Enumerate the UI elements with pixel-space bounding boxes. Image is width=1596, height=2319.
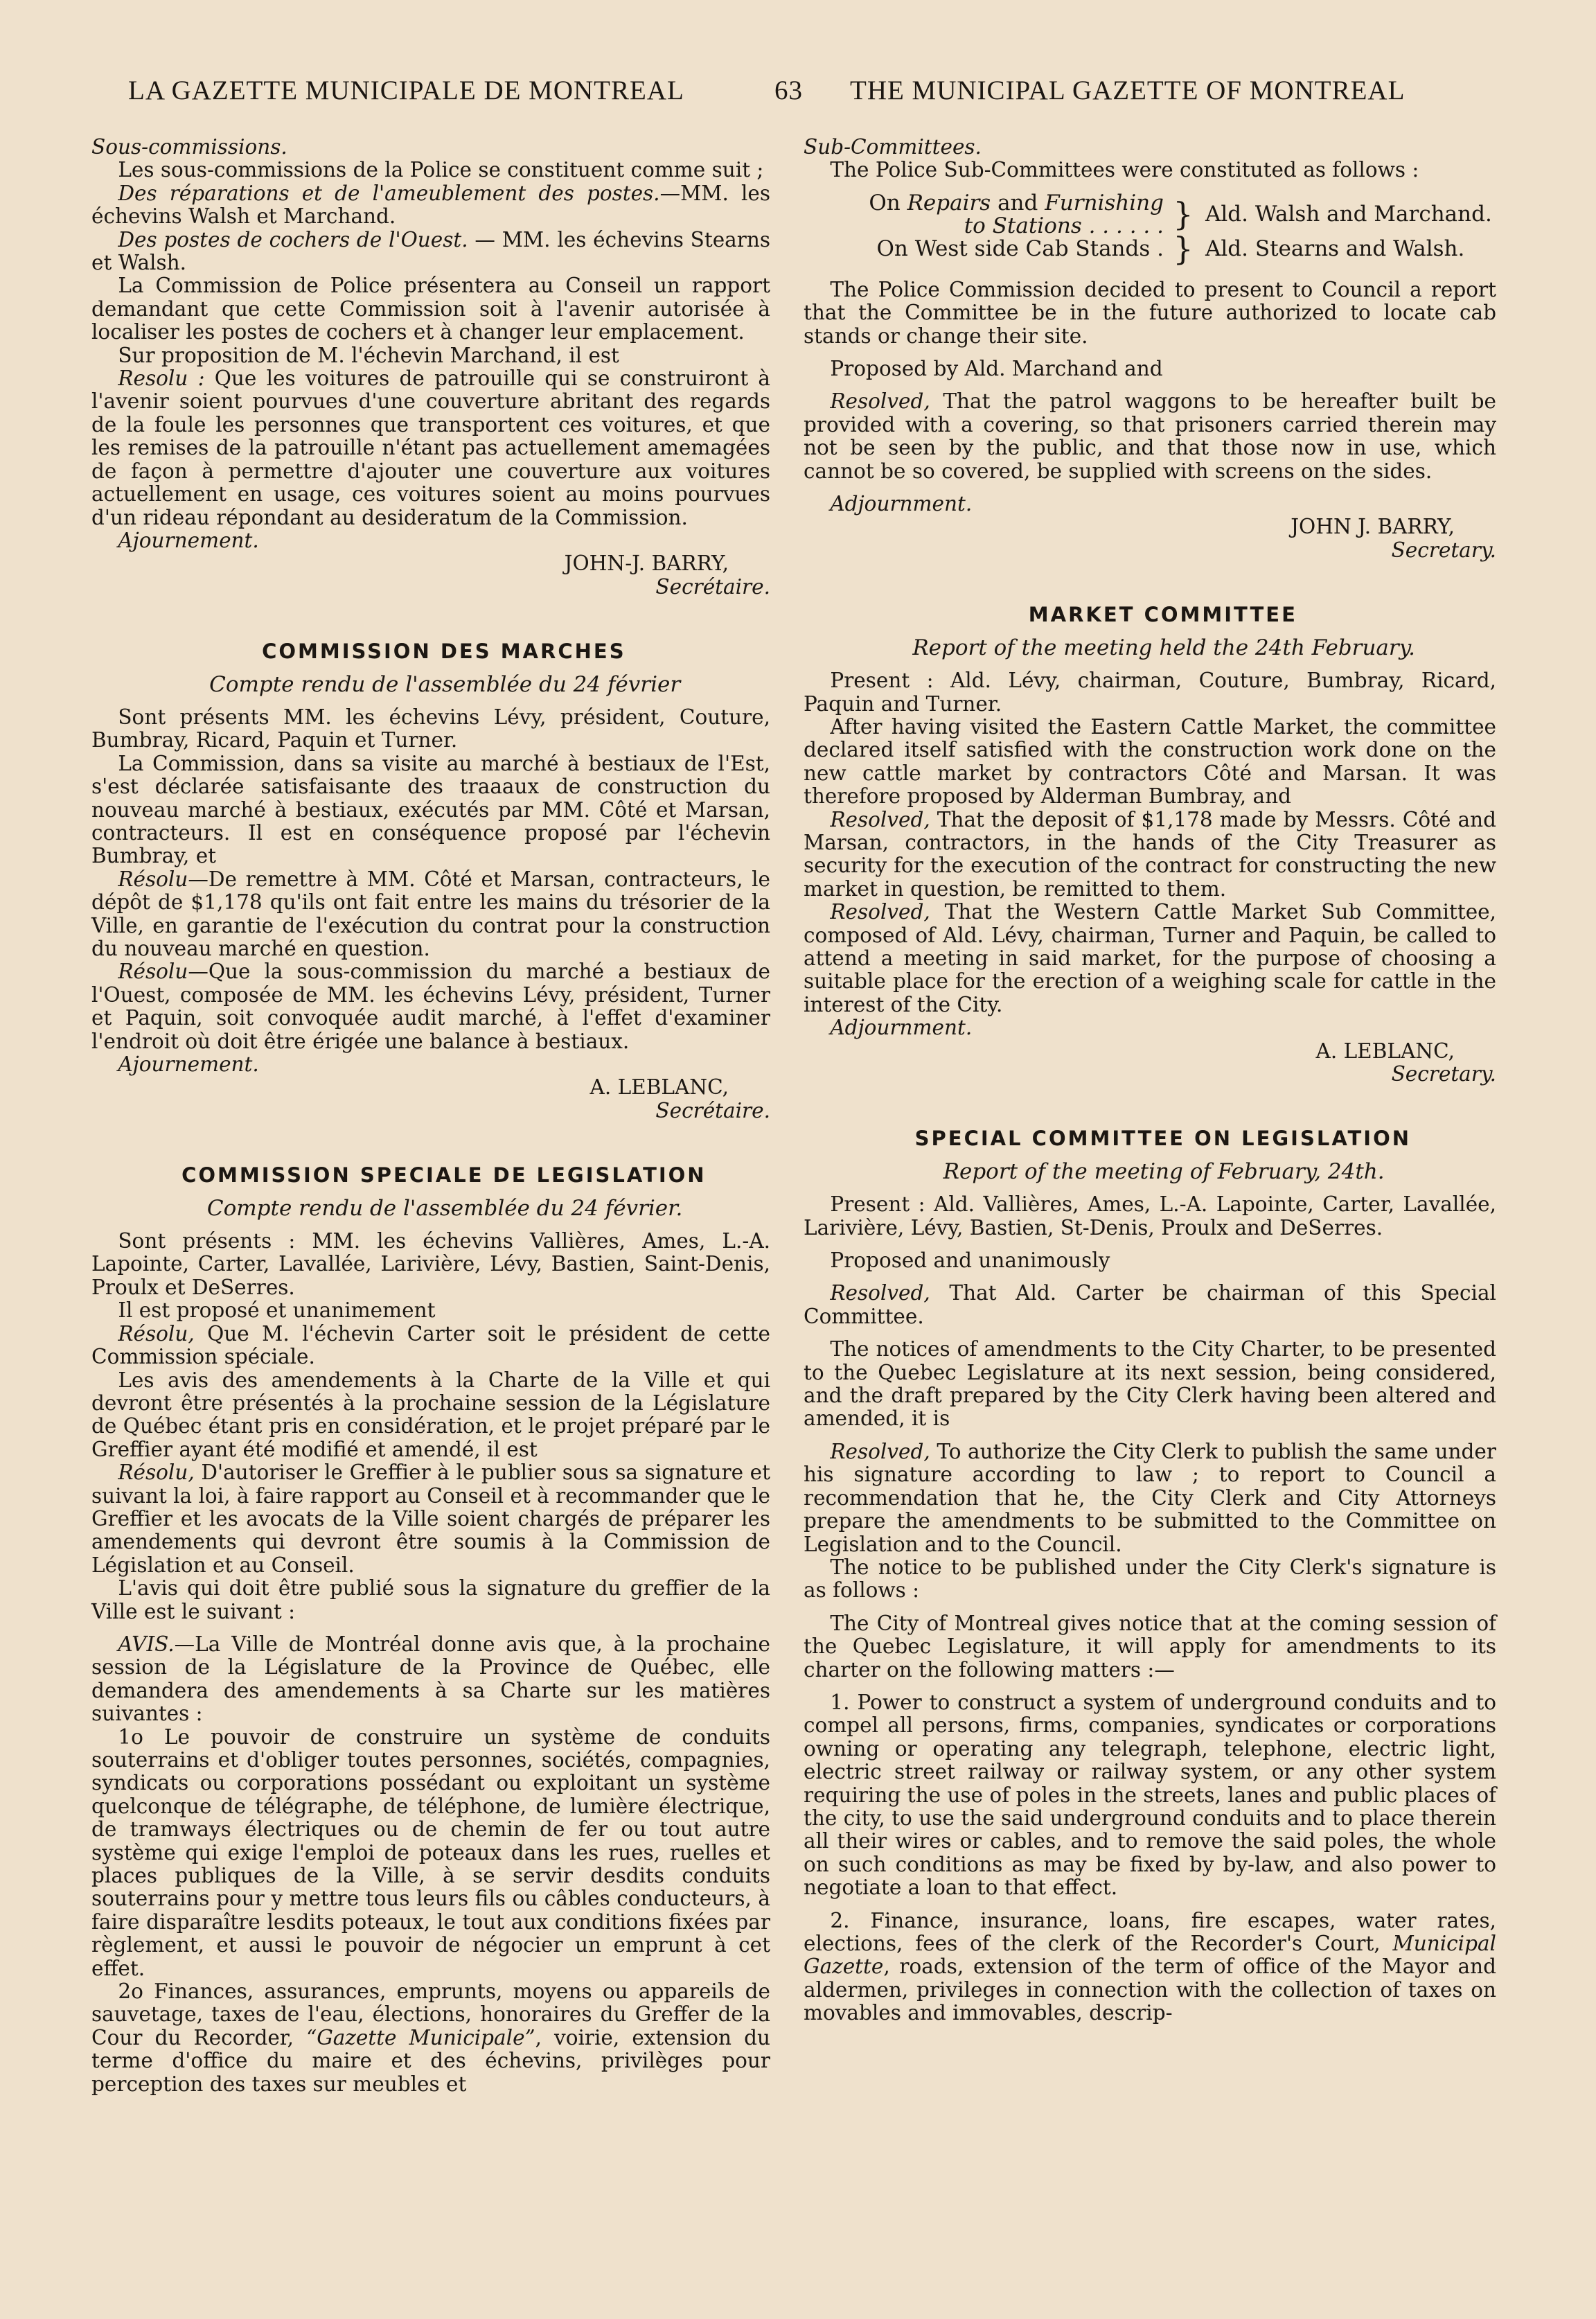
- police-report-paragraph: La Commission de Police présentera au Conseil un rapport demandant que cette Commission soit à l'avenir autorisée à localiser les postes de cochers et à changer leur emplacement.: [91, 274, 770, 344]
- page-number: 63: [774, 76, 803, 105]
- legislation-resolution-1: Résolu, Que M. l'échevin Carter soit le président de cette Commission spéciale.: [91, 1321, 770, 1369]
- legislation-proposed: Proposed and unanimously: [830, 1249, 1110, 1273]
- subcommittees-intro: The Police Sub-Committees were constituted as follows :: [830, 158, 1419, 182]
- signature-name: A. LEBLANC,: [589, 1075, 729, 1100]
- running-header: [0, 75, 1596, 116]
- market-visit: After having visited the Eastern Cattle Market, the committee declared itself satisfied with the construction work done on the new cattle market by contractors Côté and Marsan. It was therefore proposed by Alderman Bumbray, and: [804, 714, 1496, 809]
- legislation-resolution-2: Résolu, D'autoriser le Greffier à le publier sous sa signature et suivant la loi, à faire rapport au Conseil et à recommander que le Greffier et les avocats de la Ville soient chargés de préparer les amendements qui devront être soumis à la Commission de Législation et au Conseil.: [91, 1461, 770, 1577]
- section-subheading-marches: Compte rendu de l'assemblée du 24 février: [209, 671, 681, 697]
- market-present: Present : Ald. Lévy, chairman, Couture, Bumbray, Ricard, Paquin and Turner.: [804, 669, 1496, 716]
- subcommittee-label: On West side Cab Stands .: [876, 236, 1164, 261]
- section-heading-legislation-en: SPECIAL COMMITTEE ON LEGISLATION: [914, 1127, 1412, 1151]
- section-heading-marches: COMMISSION DES MARCHES: [262, 640, 626, 664]
- legislation-present: Sont présents : MM. les échevins Vallières, Ames, L.-A. Lapointe, Carter, Lavallée, Larivière, Lévy, Bastien, Saint-Denis, Proulx et DeSerres.: [91, 1229, 770, 1299]
- signature-title: Secretary.: [1391, 1062, 1496, 1086]
- subcommittee-members: Ald. Stearns and Walsh.: [1205, 236, 1465, 261]
- legislation-item-2: 2. Finance, insurance, loans, fire escapes, water rates, elections, fees of the clerk of the Recorder's Court, Municipal Gazette, roads, extension of the term of office of the Mayor and aldermen, privileges in connection with the collection of taxes on movables and immovables, descrip-: [804, 1908, 1496, 2025]
- marches-resolution-1: Résolu—De remettre à MM. Côté et Marsan, contracteurs, le dépôt de $1,178 qu'ils ont fait entre les mains du trésorier de la Ville, en garantie de l'exécution du contrat pour la construction du nouveau marché en question.: [91, 867, 770, 960]
- proposal-line: Proposed by Ald. Marchand and: [830, 357, 1163, 381]
- legislation-notice-intro: L'avis qui doit être publié sous la signature du greffier de la Ville est le suivant :: [91, 1576, 770, 1623]
- legislation-resolution-1: Resolved, That Ald. Carter be chairman of this Special Committee.: [804, 1281, 1496, 1328]
- police-report-paragraph: The Police Commission decided to present to Council a report that the Committee be in the future authorized to locate cab stands or change their site.: [804, 277, 1496, 348]
- brace-glyph: }: [1173, 229, 1194, 267]
- signature-title: Secrétaire.: [655, 574, 770, 599]
- section-subheading-legislation-en: Report of the meeting of February, 24th.: [943, 1158, 1385, 1184]
- signature-title: Secrétaire.: [655, 1098, 770, 1122]
- resolution-patrol: Resolved, That the patrol waggons to be hereafter built be provided with a covering, so that prisoners carried therein may not be seen by the public, and that those now in use, which cannot be so covered, be supplied with screens on the sides.: [804, 389, 1496, 483]
- brace-glyph: }: [1173, 195, 1194, 233]
- header-english-title: THE MUNICIPAL GAZETTE OF MONTREAL: [850, 76, 1406, 105]
- legislation-avis: AVIS.—La Ville de Montréal donne avis que, à la prochaine session de la Législature de la Province de Québec, elle demandera des amendements à sa Charte sur les matières suivantes :: [91, 1632, 770, 1726]
- english-column: [804, 136, 1496, 2025]
- legislation-present: Present : Ald. Vallières, Ames, L.-A. Lapointe, Carter, Lavallée, Larivière, Lévy, Bastien, St-Denis, Proulx and DeSerres.: [804, 1192, 1496, 1240]
- legislation-city-notice: The City of Montreal gives notice that at the coming session of the Quebec Legislature, it will apply for amendments to its charter on the following matters :—: [804, 1611, 1496, 1682]
- subcommittee-table: [804, 190, 1496, 267]
- subcommissions-title: Sous-commissions.: [91, 135, 287, 159]
- legislation-item-1: 1. Power to construct a system of underground conduits and to compel all persons, firms, companies, syndicates or corporations owning or operating any telegraph, telephone, electric light, electric street railway or railway system, or any other system requiring the use of poles in the streets, lanes and public places of the city, to use the said underground conduits and to place therein all their wires or cables, and to remove the said poles, the whole on such conditions as may be fixed by by-law, and also power to negotiate a loan to that effect.: [804, 1690, 1496, 1900]
- subcommissions-intro: Les sous-commissions de la Police se constituent comme suit ;: [118, 158, 764, 182]
- subcommittee-row: [804, 238, 1496, 261]
- subcommittee-row: [804, 192, 1496, 238]
- proposal-line: Sur proposition de M. l'échevin Marchand, il est: [118, 343, 619, 367]
- resolution-patrol: Resolu : Que les voitures de patrouille qui se construiront à l'avenir soient pourvues d'une couverture abritant des regards de la foule les personnes que transportent ces voitures, et que les remises de la patrouille n'étant pas actuellement amemagées de façon à permettre d'ajouter une couverture aux voitures actuellement en usage, ces voitures soient au moins pourvues d'un rideau répondant au desideratum de la Commission.: [91, 367, 770, 529]
- section-heading-market: MARKET COMMITTEE: [1028, 603, 1297, 627]
- header-french-title: LA GAZETTE MUNICIPALE DE MONTREAL: [128, 76, 684, 105]
- adjournment: Ajournement.: [118, 528, 259, 552]
- french-column: [91, 136, 770, 2096]
- signature-name: JOHN-J. BARRY,: [564, 552, 729, 576]
- legislation-notices: The notices of amendments to the City Charter, to be presented to the Quebec Legislature at its next session, being considered, and the draft prepared by the City Clerk having been altered and amended, it is: [804, 1337, 1496, 1431]
- adjournment: Ajournement.: [118, 1052, 259, 1077]
- section-subheading-legislation-fr: Compte rendu de l'assemblée du 24 février.: [206, 1195, 683, 1221]
- legislation-notice-intro: The notice to be published under the City Clerk's signature is as follows :: [804, 1555, 1496, 1603]
- subcommittees-title: Sub-Committees.: [804, 135, 982, 159]
- marches-resolution-2: Résolu—Que la sous-commission du marché a bestiaux de l'Ouest, composée de MM. les échevins Lévy, président, Turner et Paquin, soit convoquée audit marché, à l'effet d'examiner l'endroit où doit être érigée une balance à bestiaux.: [91, 960, 770, 1053]
- signature-name: JOHN J. BARRY,: [1291, 515, 1455, 539]
- signature-name: A. LEBLANC,: [1315, 1039, 1455, 1063]
- subcommittee-members: Ald. Walsh and Marchand.: [1205, 202, 1492, 227]
- cab-subcommission: Des postes de cochers de l'Ouest. — MM. les échevins Stearns et Walsh.: [91, 227, 770, 275]
- legislation-notices: Les avis des amendements à la Charte de la Ville et qui devront être présentés à la prochaine session de la Législature de Québec étant pris en considération, et le projet préparé par le Greffier ayant été modifié et amendé, il est: [91, 1368, 770, 1461]
- legislation-resolution-2: Resolved, To authorize the City Clerk to publish the same under his signature according to law ; to report to Council a recommendation that he, the City Clerk and City Attorneys prepare the amendments to be submitted to the Committee on Legislation and to the Council.: [804, 1439, 1496, 1556]
- signature-title: Secretary.: [1391, 538, 1496, 562]
- repairs-subcommission: Des réparations et de l'ameublement des postes.—MM. les échevins Walsh et Marchand.: [91, 181, 770, 229]
- section-heading-legislation-fr: COMMISSION SPECIALE DE LEGISLATION: [181, 1163, 707, 1188]
- section-subheading-market: Report of the meeting held the 24th February.: [912, 635, 1415, 660]
- adjournment: Adjournment.: [830, 492, 973, 516]
- market-resolution-1: Resolved, That the deposit of $1,178 made by Messrs. Côté and Marsan, contractors, in the hands of the City Treasurer as security for the execution of the contract for constructing the new market in question, be remitted to them.: [804, 807, 1496, 901]
- legislation-item-2: 2o Finances, assurances, emprunts, moyens ou appareils de sauvetage, taxes de l'eau, élections, honoraires du Greffer de la Cour du Recorder, “Gazette Municipale”, voirie, extension du terme d'office du maire et des échevins, privilèges pour perception des taxes sur meubles et: [91, 1979, 770, 2096]
- legislation-item-1: 1o Le pouvoir de construire un système de conduits souterrains et d'obliger toutes personnes, sociétés, compagnies, syndicats ou corporations possédant ou exploitant un système quelconque de télégraphe, de téléphone, de lumière électrique, de tramways électriques ou de chemin de fer ou tout autre système qui exige l'emploi de poteaux dans les rues, ruelles et places publiques de la Ville, à se servir desdits conduits souterrains pour y mettre tous leurs fils ou câbles conducteurs, à faire disparaître lesdits poteaux, le tout aux conditions fixées par règlement, et aussi le pouvoir de négocier un emprunt à cet effet.: [91, 1725, 770, 1980]
- marches-visit: La Commission, dans sa visite au marché à bestiaux de l'Est, s'est déclarée satisfaisante des traaaux de construction du nouveau marché à bestiaux, exécutés par MM. Côté et Marsan, contracteurs. Il est en conséquence proposé par l'échevin Bumbray, et: [91, 751, 770, 868]
- market-resolution-2: Resolved, That the Western Cattle Market Sub Committee, composed of Ald. Lévy, chairman, Turner and Paquin, be called to attend a meeting in said market, for the purpose of choosing a suitable place for the erection of a weighing scale for cattle in the interest of the City.: [804, 900, 1496, 1016]
- marches-present: Sont présents MM. les échevins Lévy, président, Couture, Bumbray, Ricard, Paquin et Turner.: [91, 705, 770, 752]
- subcommittee-label: On Repairs and Furnishing to Stations . . . . . .: [869, 190, 1164, 238]
- adjournment: Adjournment.: [830, 1016, 973, 1040]
- legislation-proposed: Il est proposé et unanimement: [118, 1298, 436, 1323]
